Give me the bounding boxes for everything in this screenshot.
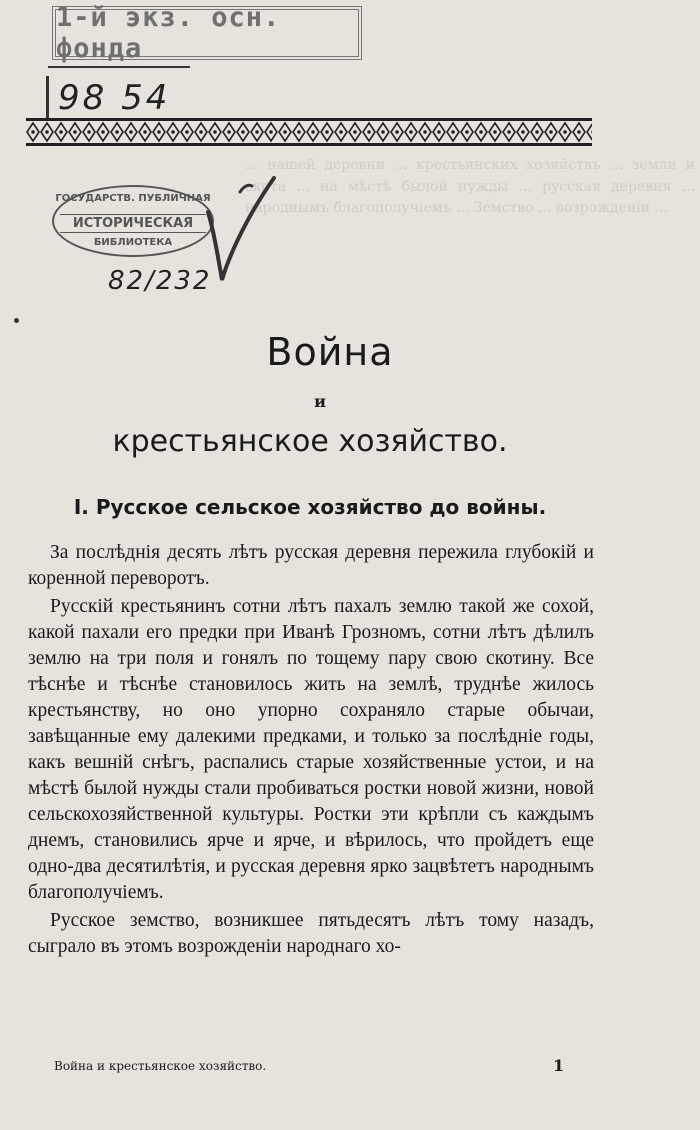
body-text	[28, 540, 594, 960]
inventory-underline	[48, 66, 190, 68]
catalog-number: 82/232	[108, 266, 212, 296]
bleed-through-text: ... нашей деревни ... крестьянских хозяйствъ ... земли и скота ... на мѣстѣ былой нужды ... русская деревня ... народнымъ благополучіемъ ... Земство ... возрожденіи ...	[245, 157, 695, 216]
paragraph: За послѣднія десять лѣтъ русская деревня пережила глубокій и коренной переворотъ.	[28, 542, 594, 589]
fund-stamp: 1-й экз. осн. фонда	[52, 6, 362, 60]
inventory-number: 98 54	[58, 78, 171, 118]
section-heading: I. Русское сельское хозяйство до войны.	[73, 495, 547, 519]
running-footer: Война и крестьянское хозяйство.	[54, 1059, 267, 1073]
title-conjunction: и	[314, 392, 326, 411]
library-stamp	[52, 185, 214, 257]
library-stamp-bottom: БИБЛИОТЕКА	[93, 237, 173, 248]
ornament-border	[26, 118, 592, 146]
paragraph: Русское земство, возникшее пятьдесятъ лѣтъ тому назадъ, сыграло въ этомъ возрожденіи народнаго хо-	[28, 910, 594, 957]
page-number: 1	[553, 1056, 565, 1075]
checkmark-icon	[200, 172, 280, 288]
paragraph: Русскій крестьянинъ сотни лѣтъ пахалъ землю такой же сохой, какой пахали его предки при Иванѣ Грозномъ, сотни лѣтъ дѣлилъ землю на три поля и гонялъ по тощему пару свою скотину. Все тѣснѣе и тѣснѣе становилось жить на землѣ, труднѣе жилось крестьянству, но оно упорно сохраняло старые обычаи, завѣщанные ему далекими предками, и только за послѣдніе годы, какъ вешній снѣгъ, распались старые хозяйственные устои, и на мѣстѣ былой нужды стали пробиваться ростки новой жизни, новой сельскохозяйственной культуры. Ростки эти крѣпли съ каждымъ днемъ, становились ярче и ярче, и вѣрилось, что пройдетъ еще одно-два десятилѣтія, и русская деревня ярко зацвѣтетъ народнымъ благополучіемъ.	[28, 596, 594, 903]
page-title: Война	[266, 330, 394, 374]
inventory-bar	[46, 76, 49, 120]
library-stamp-top: ГОСУДАРСТВ. ПУБЛИЧНАЯ	[55, 193, 211, 204]
margin-dot	[14, 318, 19, 323]
page-subtitle: крестьянское хозяйство.	[112, 424, 508, 459]
library-stamp-middle: ИСТОРИЧЕСКАЯ	[60, 214, 206, 233]
